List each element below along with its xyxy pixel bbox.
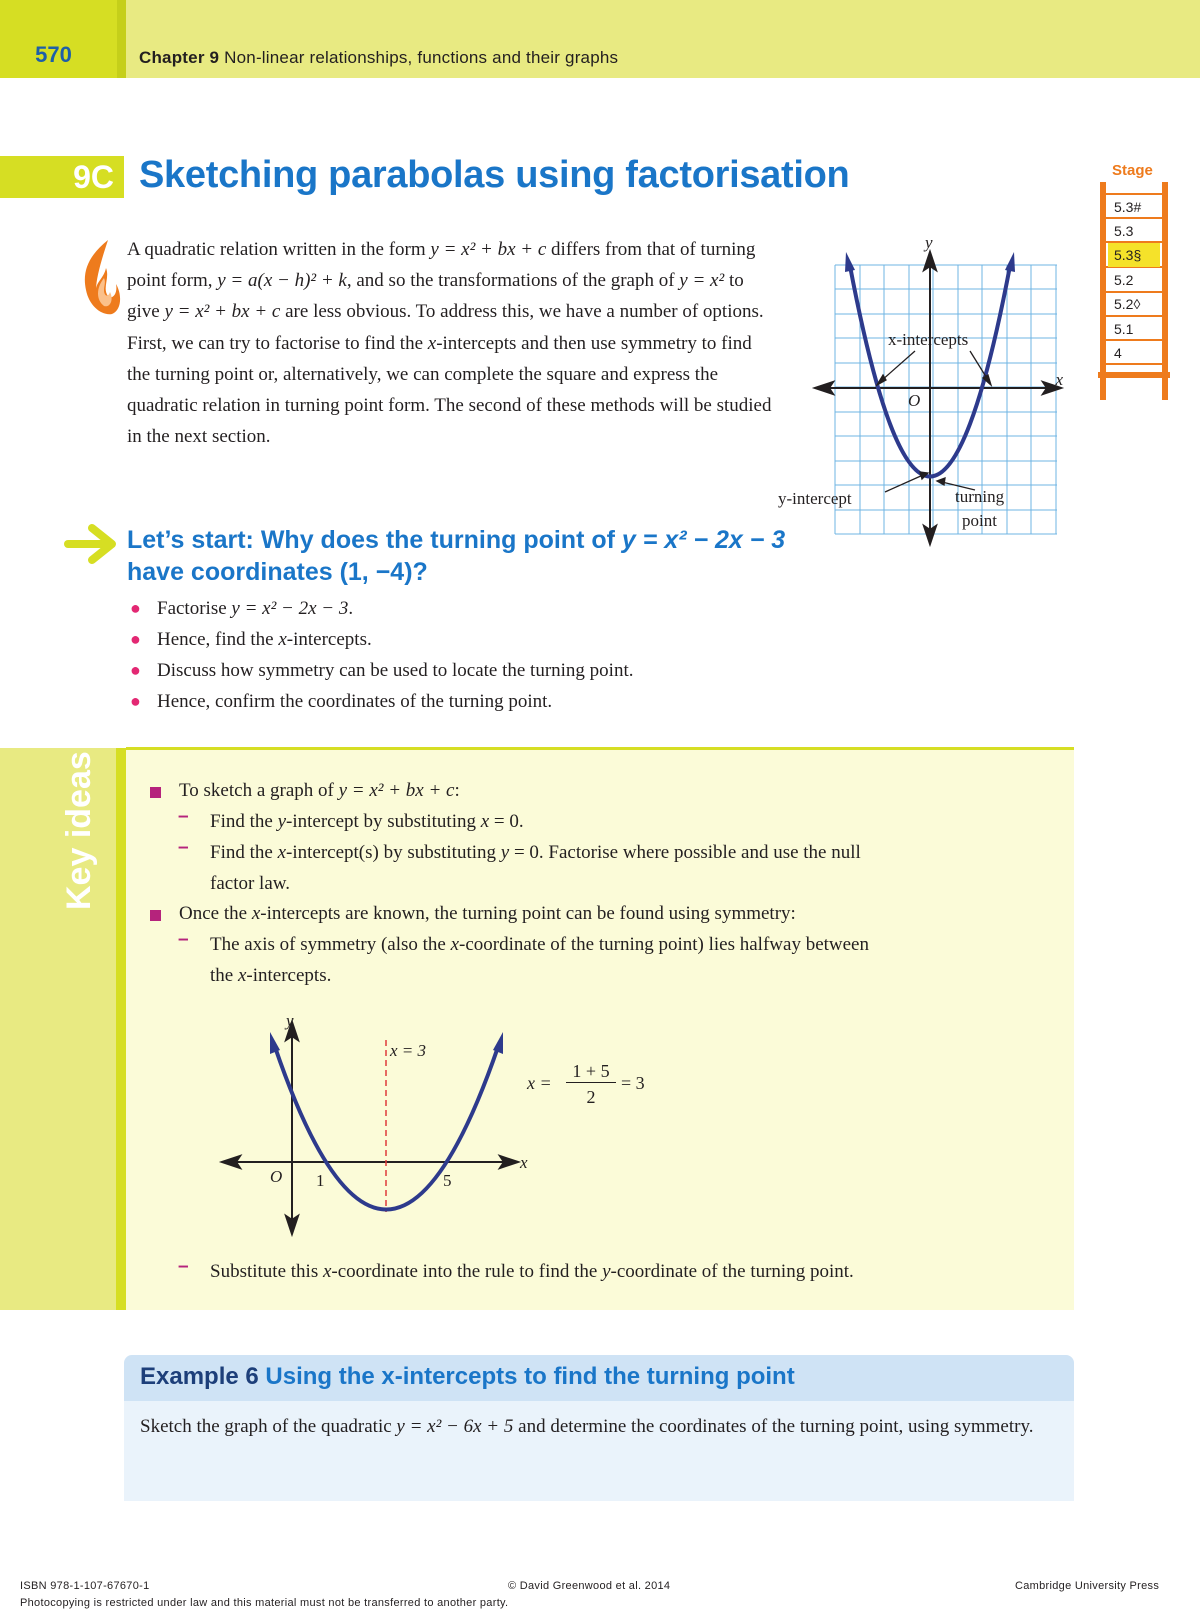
example-title — [140, 1363, 795, 1391]
x-axis-label: x — [520, 1153, 528, 1172]
turning-label: turning — [955, 487, 1005, 506]
dash-bullet-icon: – — [178, 929, 189, 950]
footer-copyright: © David Greenwood et al. 2014 — [508, 1580, 671, 1592]
y-axis-label: y — [925, 233, 933, 252]
y-intercept-label: y-intercept — [778, 489, 852, 508]
key-subpoint-4: Substitute this x-coordinate into the rule to find the y-coordinate of the turning point. — [210, 1261, 854, 1282]
page-number: 570 — [35, 42, 72, 67]
origin-label: O — [270, 1167, 283, 1186]
footer-publisher: Cambridge University Press — [1015, 1580, 1160, 1592]
stage-item-highlighted: 5.3§ — [1108, 243, 1160, 267]
key-point-2: Once the x-intercepts are known, the turning point can be found using symmetry: — [179, 903, 796, 924]
intro-parabola-graph — [778, 232, 1065, 552]
intro-paragraph: A quadratic relation written in the form y = x² + bx + c differs from that of turning point form, y = a(x − h)² + k, and so the transformations of the graph of y = x² to give y = x² + bx + c are less obvious. To address this, we have a number of options. First, we can try to factorise to find the x-intercepts and then use symmetry to find the turning point or, alternatively, we can complete the square and express the quadratic relation in turning point form. The second of these methods will be studied in the next section. — [127, 239, 772, 448]
section-title: Sketching parabolas using factorisation — [139, 154, 850, 196]
flame-icon — [80, 238, 122, 318]
axis-of-symmetry-label: x = 3 — [390, 1041, 427, 1060]
stage-item: 5.3# — [1114, 199, 1142, 215]
calc-denominator: 2 — [586, 1087, 596, 1107]
intercept-label-1: 1 — [316, 1171, 325, 1190]
lets-start-list — [127, 593, 787, 717]
stage-label: Stage — [1112, 162, 1153, 179]
dash-bullet-icon: – — [178, 1256, 189, 1277]
point-label: point — [962, 511, 997, 530]
key-subpoint-2-cont: factor law. — [210, 873, 290, 894]
key-subpoint-3-cont: the x-intercepts. — [210, 965, 332, 986]
example-heading: Using the x-intercepts to find the turning point — [265, 1363, 795, 1390]
key-ideas-stripe — [116, 748, 126, 1310]
list-item: ● Factorise y = x² − 2x − 3. — [127, 593, 787, 624]
square-bullet-icon — [150, 787, 161, 798]
key-ideas-label: Key ideas — [60, 751, 98, 910]
example-number: Example 6 — [140, 1363, 259, 1390]
bullet-icon: ● — [130, 691, 141, 711]
bullet-icon: ● — [130, 660, 141, 680]
footer-isbn: ISBN 978-1-107-67670-1 — [20, 1580, 150, 1592]
x-axis-label: x — [1055, 370, 1063, 389]
header-divider — [117, 0, 126, 78]
stage-ladder — [1098, 182, 1170, 400]
stage-item: 5.2◊ — [1114, 296, 1141, 312]
intercept-label-5: 5 — [443, 1171, 452, 1190]
bullet-icon: ● — [130, 598, 141, 618]
stage-item: 5.1 — [1114, 321, 1134, 337]
stage-item: 5.2 — [1114, 272, 1134, 288]
y-axis-label: y — [286, 1011, 294, 1030]
key-subpoint-1: Find the y-intercept by substituting x = 0. — [210, 811, 524, 832]
lets-start-title: Let’s start: Why does the turning point of y = x² − 2x − 3 have coordinates (1, −4)? — [127, 526, 786, 586]
key-point-1: To sketch a graph of y = x² + bx + c: — [179, 780, 460, 801]
chapter-name: Non-linear relationships, functions and their graphs — [224, 48, 619, 67]
dash-bullet-icon: – — [178, 806, 189, 827]
key-ideas-parabola-graph — [220, 1012, 540, 1232]
arrow-icon — [64, 522, 118, 566]
key-subpoint-2: Find the x-intercept(s) by substituting y = 0. Factorise where possible and use the null — [210, 842, 861, 863]
stage-item: 4 — [1114, 345, 1122, 361]
list-item: ● Hence, confirm the coordinates of the turning point. — [127, 686, 787, 717]
bullet-icon: ● — [130, 629, 141, 649]
list-item: ● Discuss how symmetry can be used to locate the turning point. — [127, 655, 787, 686]
example-text: Sketch the graph of the quadratic y = x² − 6x + 5 and determine the coordinates of the turning point, using symmetry. — [140, 1416, 1034, 1437]
stage-item: 5.3 — [1114, 223, 1134, 239]
origin-label: O — [908, 391, 921, 410]
square-bullet-icon — [150, 910, 161, 921]
calc-rhs: = 3 — [621, 1073, 645, 1093]
calc-lhs: x = — [527, 1073, 552, 1093]
chapter-label: Chapter 9 — [139, 48, 220, 67]
calc-numerator: 1 + 5 — [566, 1060, 616, 1083]
chapter-title — [139, 48, 618, 68]
x-intercepts-label: x-intercepts — [888, 330, 969, 349]
key-ideas-top-rule — [126, 747, 1074, 750]
key-subpoint-3: The axis of symmetry (also the x-coordinate of the turning point) lies halfway between — [210, 934, 869, 955]
section-code: 9C — [73, 159, 114, 195]
dash-bullet-icon: – — [178, 837, 189, 858]
list-item: ● Hence, find the x-intercepts. — [127, 624, 787, 655]
footer-notice: Photocopying is restricted under law and this material must not be transferred to another party. — [20, 1597, 509, 1609]
